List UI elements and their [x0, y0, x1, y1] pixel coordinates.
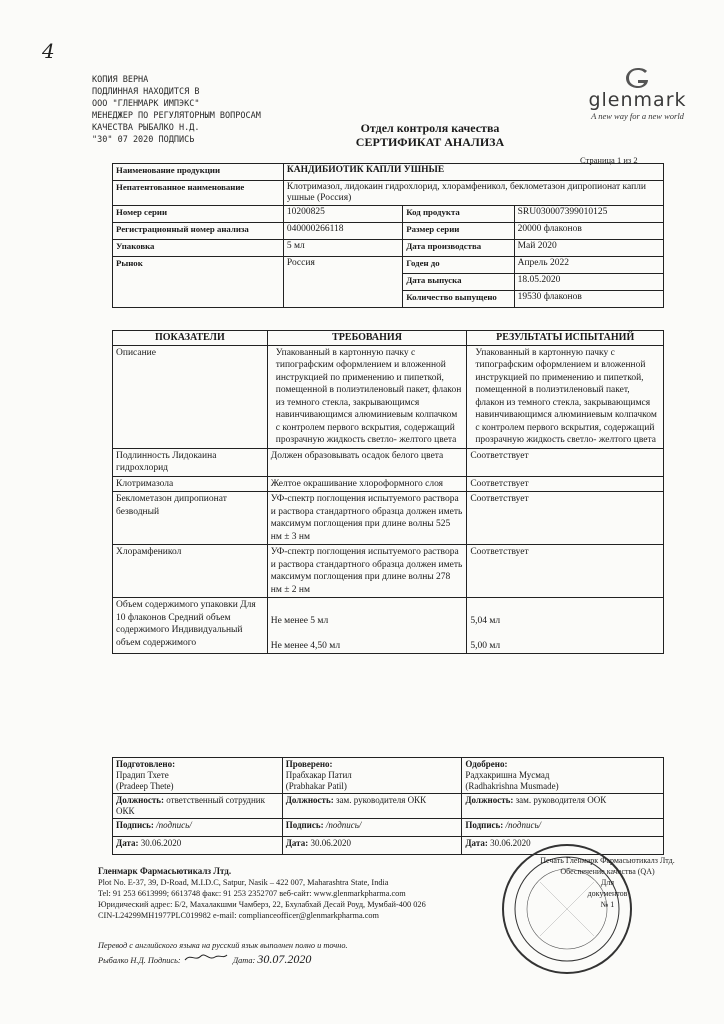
table-row	[113, 598, 664, 654]
table-row	[113, 222, 664, 239]
qty-released-label: Количество выпущено	[403, 290, 514, 307]
table-row	[113, 164, 664, 181]
req-cell: Упакованный в картонную пачку с типографским оформлением и вложенной инструкцией по применению и пипеткой, помещенной в полиэтиленовый пакет, флакон из темного стекла, закрывающимся навинчивающимся алюминиевым колпачком с контролем первого вскрытия, содержащий прозрачную жидкость светло- желтого цвета	[267, 345, 467, 448]
checked-cell	[282, 758, 462, 794]
inn-value: Клотримазол, лидокаин гидрохлорид, хлорамфеникол, беклометазон дипропионат капли ушные (Россия)	[283, 181, 663, 206]
col-header-res: РЕЗУЛЬТАТЫ ИСПЫТАНИЙ	[467, 331, 664, 346]
product-label: Наименование продукции	[113, 164, 284, 181]
req-cell	[267, 598, 467, 654]
package-value: 5 мл	[283, 239, 402, 256]
req-cell: Должен образовывать осадок белого цвета	[267, 448, 467, 476]
batch-size-label: Размер серии	[403, 222, 514, 239]
param-cell: Описание	[113, 345, 268, 448]
logo-name: glenmark	[588, 89, 687, 111]
res-cell	[467, 598, 664, 654]
translation-note	[98, 940, 398, 966]
date-value: 30.06.2020	[310, 838, 351, 848]
param-cell: Клотримазола	[113, 476, 268, 492]
prepared-date	[113, 837, 283, 855]
checked-position	[282, 794, 462, 819]
document-header	[330, 121, 530, 149]
table-row	[113, 345, 664, 448]
volume-res-individual: 5,00 мл	[470, 640, 501, 651]
release-date-label: Дата выпуска	[403, 273, 514, 290]
company-footer	[98, 866, 458, 921]
param-cell: Подлинность Лидокаина гидрохлорид	[113, 448, 268, 476]
param-cell: Хлорамфеникол	[113, 545, 268, 598]
date-label: Дата:	[465, 838, 488, 848]
document-title: СЕРТИФИКАТ АНАЛИЗА	[355, 135, 505, 149]
col-header-param: ПОКАЗАТЕЛИ	[113, 331, 268, 346]
position-value: ответственный сотрудник ОКК	[116, 795, 265, 816]
date-value: 30.06.2020	[140, 838, 182, 848]
batch-label: Номер серии	[113, 205, 284, 222]
page-number: Страница 1 из 2	[580, 155, 638, 165]
date-label: Дата:	[285, 838, 309, 848]
product-name: КАНДИБИОТИК КАПЛИ УШНЫЕ	[283, 164, 663, 181]
translation-date-label: Дата:	[232, 956, 256, 965]
position-label: Должность:	[285, 795, 334, 805]
prepared-name-en: (Pradeep Thete)	[116, 781, 174, 791]
signatures-table	[112, 757, 664, 855]
prepared-name: Прадип Тхете	[116, 770, 169, 780]
signature-scribble	[183, 951, 231, 966]
position-value: зам. руководителя ОКК	[335, 795, 427, 805]
volume-req-individual: Не менее 4,50 мл	[270, 640, 341, 651]
approved-label: Одобрено:	[465, 759, 508, 769]
seal-line: Для	[600, 878, 615, 887]
batch-size-value: 20000 флаконов	[514, 222, 663, 239]
table-row	[113, 476, 664, 492]
qty-released-value: 19530 флаконов	[514, 290, 663, 307]
res-cell: Соответствует	[467, 448, 664, 476]
signature-value: /подпись/	[505, 820, 542, 830]
signature-value: /подпись/	[156, 820, 192, 830]
expiry-label: Годен до	[403, 256, 514, 273]
translation-statement: Перевод с английского языка на русский язык выполнен полно и точно.	[98, 941, 348, 950]
table-header-row	[113, 331, 664, 346]
product-info-table	[112, 163, 664, 308]
logo-tagline: A new way for a new world	[591, 110, 684, 121]
checked-name: Прабхакар Патил	[285, 770, 352, 780]
test-results-table	[112, 330, 664, 654]
volume-req-avg: Не менее 5 мл	[270, 616, 329, 626]
signature-label: Подпись:	[285, 820, 324, 830]
market-value: Россия	[283, 256, 402, 307]
margin-page-mark: 4	[42, 39, 55, 63]
prepared-label: Подготовлено:	[116, 759, 176, 769]
footer-line: Юридический адрес: Б/2, Махалакшми Чамберз, 22, Бхулабхай Десай Роуд, Мумбай-400 026	[98, 900, 426, 909]
res-cell: Соответствует	[467, 476, 664, 492]
seal-line: Обеспечение качества (QA)	[560, 867, 655, 876]
stamp-line: "30" 07 2020 ПОДПИСЬ	[92, 135, 195, 145]
table-row	[113, 545, 664, 598]
date-value: 30.06.2020	[490, 838, 531, 848]
translator-line	[98, 951, 398, 966]
analysis-reg-label: Регистрационный номер анализа	[113, 222, 284, 239]
stamp-line: ПОДЛИННАЯ НАХОДИТСЯ В	[92, 87, 200, 97]
table-row	[113, 819, 664, 837]
res-cell: Упакованный в картонную пачку с типографским оформлением и вложенной инструкцией по применению и пипеткой, помещенной в полиэтиленовый пакет, флакон из темного стекла, закрывающимся навинчивающимся алюминиевым колпачком с контролем первого вскрытия, содержащий прозрачную жидкость светло- желтого цвета	[467, 345, 664, 448]
prepared-cell	[113, 758, 283, 794]
prepared-position	[113, 794, 283, 819]
table-row	[113, 758, 664, 794]
department-title: Отдел контроля качества	[360, 121, 500, 135]
approved-position	[462, 794, 664, 819]
glenmark-logo-icon	[575, 66, 700, 90]
approved-signature	[462, 819, 664, 837]
mfg-date-value: Май 2020	[514, 239, 663, 256]
batch-value: 10200825	[283, 205, 402, 222]
req-cell: УФ-спектр поглощения испытуемого раствора и раствора стандартного образца должен иметь максимум поглощения при длине волны 278 нм ± 2 нм	[267, 545, 467, 598]
res-cell: Соответствует	[467, 545, 664, 598]
mfg-date-label: Дата производства	[403, 239, 514, 256]
position-label: Должность:	[465, 795, 514, 805]
footer-line: Plot No. E-37, 39, D-Road, M.I.D.C, Satpur, Nasik – 422 007, Maharashtra State, India	[98, 878, 389, 887]
volume-res-avg: 5,04 мл	[470, 616, 501, 626]
seal-overlay-text	[540, 855, 675, 910]
position-value: зам. руководителя ООК	[515, 795, 607, 805]
seal-line: документов	[587, 889, 628, 898]
footer-line: CIN-L24299MH1977PLC019982 e-mail: complianceofficer@glenmarkpharma.com	[98, 911, 379, 920]
market-label: Рынок	[113, 256, 284, 307]
product-code-label: Код продукта	[403, 205, 514, 222]
footer-company-name: Гленмарк Фармасьютикалз Лтд.	[98, 866, 232, 876]
col-header-req: ТРЕБОВАНИЯ	[267, 331, 467, 346]
translation-date-value: 30.07.2020	[257, 952, 312, 966]
company-logo	[575, 66, 700, 122]
prepared-signature	[113, 819, 283, 837]
param-cell: Беклометазон дипропионат безводный	[113, 492, 268, 545]
table-row	[113, 256, 664, 273]
checked-label: Проверено:	[285, 759, 333, 769]
table-row	[113, 239, 664, 256]
release-date-value: 18.05.2020	[514, 273, 663, 290]
req-cell: УФ-спектр поглощения испытуемого раствора и раствора стандартного образца должен иметь максимум поглощения при длине волны 525 нм ± 3 нм	[267, 492, 467, 545]
inn-label: Непатентованное наименование	[113, 181, 284, 206]
stamp-line: КОПИЯ ВЕРНА	[92, 75, 149, 85]
table-row	[113, 448, 664, 476]
position-label: Должность:	[116, 795, 165, 805]
signature-label: Подпись:	[116, 820, 154, 830]
table-row	[113, 794, 664, 819]
table-row	[113, 492, 664, 545]
signature-label: Подпись:	[465, 820, 504, 830]
approved-name: Радхакришна Мусмад	[465, 770, 550, 780]
table-row	[113, 181, 664, 206]
param-cell: Объем содержимого упаковки Для 10 флаконов Средний объем содержимого Индивидуальный объем содержимого	[113, 598, 268, 654]
stamp-line: ООО "ГЛЕНМАРК ИМПЭКС"	[92, 99, 200, 109]
product-code-value: SRU030007399010125	[514, 205, 663, 222]
expiry-value: Апрель 2022	[514, 256, 663, 273]
req-cell: Желтое окрашивание хлороформного слоя	[267, 476, 467, 492]
footer-line: Tel: 91 253 6613999; 6613748 факс: 91 253 2352707 веб-сайт: www.glenmarkpharma.com	[98, 889, 406, 898]
approved-name-en: (Radhakrishna Musmade)	[465, 781, 559, 791]
date-label: Дата:	[116, 838, 139, 848]
analysis-reg-value: 040000266118	[283, 222, 402, 239]
checked-name-en: (Prabhakar Patil)	[285, 781, 347, 791]
table-row	[113, 205, 664, 222]
signature-value: /подпись/	[325, 820, 362, 830]
approved-cell	[462, 758, 664, 794]
certified-copy-stamp	[92, 74, 297, 146]
checked-signature	[282, 819, 462, 837]
stamp-line: МЕНЕДЖЕР ПО РЕГУЛЯТОРНЫМ ВОПРОСАМ	[92, 111, 261, 121]
stamp-line: КАЧЕСТВА РЫБАЛКО Н.Д.	[92, 123, 200, 133]
checked-date	[282, 837, 462, 855]
package-label: Упаковка	[113, 239, 284, 256]
seal-line: № 1	[600, 900, 615, 909]
translator-label: Рыбалко Н.Д. Подпись:	[98, 956, 181, 965]
res-cell: Соответствует	[467, 492, 664, 545]
seal-line: Печать Гленмарк Фармасьютикалз Лтд.	[540, 856, 675, 865]
